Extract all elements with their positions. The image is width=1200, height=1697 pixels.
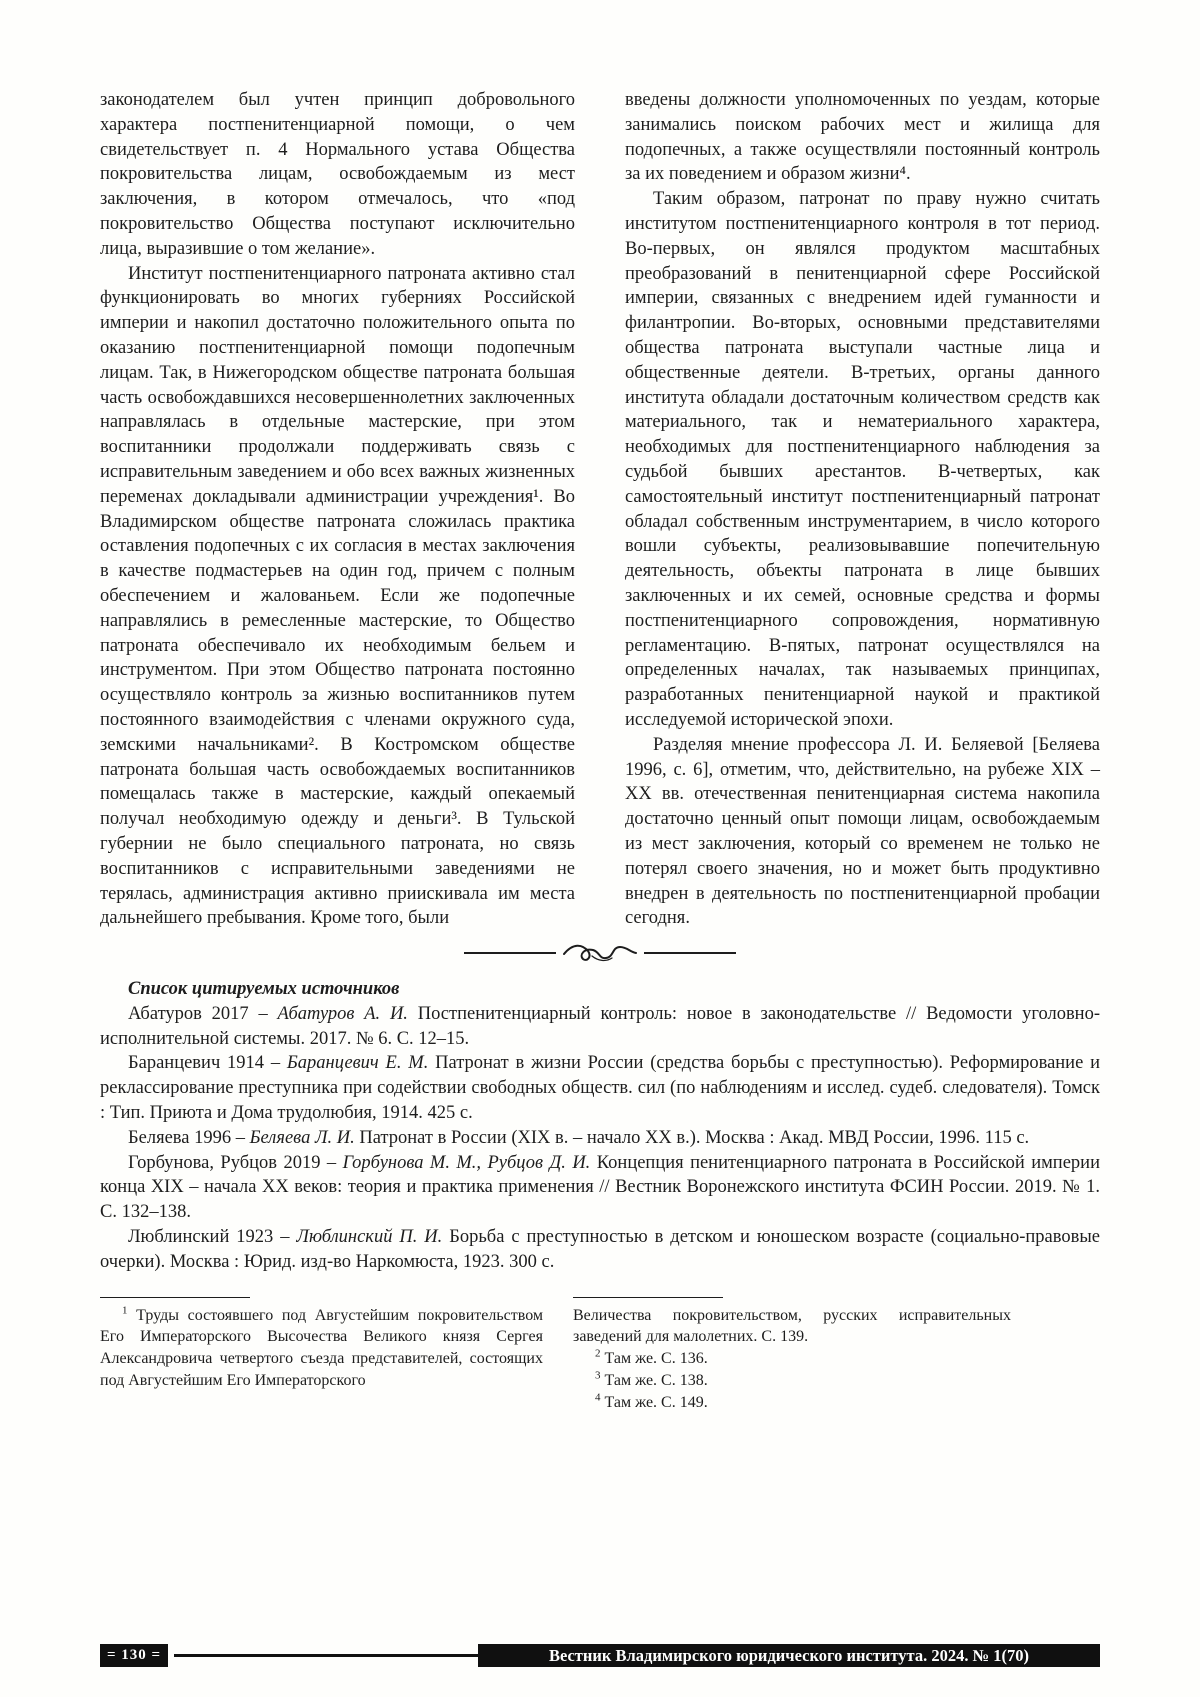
body-paragraph: Таким образом, патронат по праву нужно считать институтом постпенитенциарного контроля в тот период. Во-первых, он являлся продуктом масштабных преобразований в пенитенциарной сфере Российской империи, связанных с внедрением идей гуманности и филантропии. Во-вторых, основными представителями общества патроната выступали частные лица и общественные деятели. В-третьих, органы данного института обладали достаточным количеством средств как материального, так и нематериального характера, необходимых для постпенитенциарного наблюдения за судьбой бывших арестантов. В-четвертых, как самостоятельный институт постпенитенциарный патронат обладал собственным инструментарием, в число которого вошли субъекты, реализовывавшие попечительную деятельность, объекты патроната в лице бывших заключенных и их семей, основные средства и формы постпенитенциарного сопровождения, нормативную регламентацию. В-пятых, патронат осуществлялся на определенных началах, так называемых принципах, разработанных пенитенциарной наукой и практикой исследуемой исторической эпохи. bbox=[625, 189, 1100, 730]
reference-text: Люблинский 1923 – bbox=[128, 1227, 297, 1248]
reference-text: Баранцевич 1914 – bbox=[128, 1053, 287, 1074]
footnote: $^3$ Там же. С. 138. bbox=[595, 1369, 708, 1390]
body-paragraph: Институт постпенитенциарного патроната активно стал функционировать во многих губерниях Российской империи и накопил достаточно положительного опыта по оказанию постпенитенциарной помощи подопечным лицам. Так, в Нижегородском обществе патроната большая часть освобождавшихся несовершеннолетних заключенных направлялась в отдельные мастерские, при этом воспитанники продолжали поддерживать связь с исправительным заведением и обо всех важных жизненных переменах докладывали администрации учреждения¹. Во Владимирском обществе патроната сложилась практика оставления подопечных с их согласия в местах заключения в качестве подмастерьев на один год, причем с полным обеспечением и жалованьем. Если же подопечные направлялись в ремесленные мастерские, то Общество патроната обеспечивало их необходимым бельем и инструментом. При этом Общество патроната постоянно осуществляло контроль за жизнью воспитанников путем постоянного взаимодействия с членами окружного суда, земскими начальниками². В Костромском обществе патроната большая часть освобождаемых воспитанников помещалась также в мастерские, каждый опекаемый получал необходимую одежду и деньги³. В Тульской губернии не было специального патроната, но связь воспитанников с исправительными заведениями не терялась, администрация активно приискивала им места дальнейшего пребывания. Кроме того, были bbox=[100, 263, 575, 929]
page-footer bbox=[100, 1644, 1100, 1667]
footnote-marker: 1 bbox=[122, 1304, 128, 1317]
references-section bbox=[100, 977, 1100, 1275]
reference-entry bbox=[100, 1225, 1100, 1275]
reference-authors: Баранцевич Е. М. bbox=[286, 1053, 429, 1074]
footnote-marker: 4 bbox=[595, 1391, 601, 1404]
footer-rule bbox=[174, 1654, 478, 1657]
footnote: $^1$ Труды состоявшего под Августейшим покровительством Его Императорского Высочества Великого князя Сергея Александровича четвертого съезда представителей, состоящих под Августейшим Его Императорского bbox=[100, 1304, 544, 1390]
body-paragraph: законодателем был учтен принцип добровольного характера постпенитенциарной помощи, о чем свидетельствует п. 4 Нормального устава Общества покровительства лицам, освобождаемым из мест заключения, в котором отмечалось, что «под покровительство Общества поступают исключительно лица, выразившие о том желание». bbox=[100, 90, 575, 259]
section-divider bbox=[100, 939, 1100, 967]
footnote-separator bbox=[100, 1297, 250, 1298]
left-column bbox=[100, 88, 575, 931]
reference-authors: Горбунова М. М., Рубцов Д. И. bbox=[342, 1152, 591, 1173]
reference-entry bbox=[100, 1051, 1100, 1125]
reference-entry bbox=[100, 1151, 1100, 1225]
references-list bbox=[100, 1002, 1100, 1275]
footnote: $^2$ Там же. С. 136. bbox=[595, 1347, 708, 1368]
footnotes bbox=[100, 1297, 1100, 1414]
footnotes-right-column bbox=[573, 1297, 1011, 1414]
footnotes-right-list bbox=[573, 1305, 1011, 1414]
footnote: $^4$ Там же. С. 149. bbox=[595, 1391, 708, 1411]
body-paragraph: Разделяя мнение профессора Л. И. Беляевой [Беляева 1996, с. 6], отметим, что, действительно, на рубеже XIX – XX вв. отечественная пенитенциарная система накопила достаточно ценный опыт помощи лицам, освобождаемым из мест заключения, который со временем не только не потерял своего значения, но и может быть продуктивно внедрен в деятельность по постпенитенциарной пробации сегодня. bbox=[625, 734, 1100, 929]
reference-text: Горбунова, Рубцов 2019 – bbox=[128, 1152, 343, 1173]
right-column bbox=[625, 88, 1100, 931]
reference-entry bbox=[100, 1002, 1100, 1052]
reference-text: Патронат в России (XIX в. – начало XX в.). Москва : Акад. МВД России, 1996. 115 с. bbox=[354, 1127, 1030, 1148]
reference-text: Абатуров 2017 – bbox=[128, 1003, 278, 1024]
reference-text: Патронат в жизни России (средства борьбы с преступностью). Реформирование и реклассирование преступника при содействии свободных обществ. сил (по наблюдениям и исслед. судеб. следователя). Томск : Тип. Приюта и Дома трудолюбия, 1914. 425 с. bbox=[100, 1053, 1100, 1124]
references-heading: Список цитируемых источников bbox=[128, 979, 400, 1000]
reference-authors: Беляева Л. И. bbox=[249, 1127, 355, 1148]
reference-authors: Люблинский П. И. bbox=[296, 1227, 443, 1248]
footnote-separator bbox=[573, 1297, 723, 1298]
reference-entry bbox=[100, 1126, 1100, 1151]
page-number: = 130 = bbox=[100, 1644, 168, 1667]
footnote-marker: 3 bbox=[595, 1369, 601, 1382]
reference-authors: Абатуров А. И. bbox=[277, 1003, 408, 1024]
footnotes-left-list bbox=[100, 1305, 543, 1392]
reference-text: Постпенитенциарный контроль: новое в законодательстве // Ведомости уголовно-исполнительной системы. 2017. № 6. С. 12–15. bbox=[100, 1003, 1100, 1049]
article-body bbox=[100, 88, 1100, 931]
divider-rule-right bbox=[644, 952, 736, 954]
reference-text: Борьба с преступностью в детском и юношеском возрасте (социально-правовые очерки). Москва : Юрид. изд-во Наркомюста, 1923. 300 с. bbox=[100, 1227, 1100, 1272]
reference-text: Концепция пенитенциарного патроната в Российской империи конца XIX – начала XX веков: теория и практика применения // Вестник Воронежского института ФСИН России. 2019. № 1. С. 132–138. bbox=[100, 1152, 1100, 1223]
reference-text: Беляева 1996 – bbox=[128, 1127, 250, 1148]
calligraphic-flourish-icon bbox=[562, 940, 638, 966]
divider-rule-left bbox=[464, 952, 556, 954]
journal-title: Вестник Владимирского юридического института. 2024. № 1(70) bbox=[478, 1644, 1100, 1667]
footnote-marker: 2 bbox=[595, 1347, 601, 1360]
footnote: Величества покровительством, русских исправительных заведений для малолетних. С. 139. bbox=[573, 1306, 1011, 1346]
footnotes-left-column bbox=[100, 1297, 543, 1414]
body-paragraph: введены должности уполномоченных по уездам, которые занимались поиском рабочих мест и жилища для подопечных, а также осуществляли постоянный контроль за их поведением и образом жизни⁴. bbox=[625, 90, 1100, 185]
